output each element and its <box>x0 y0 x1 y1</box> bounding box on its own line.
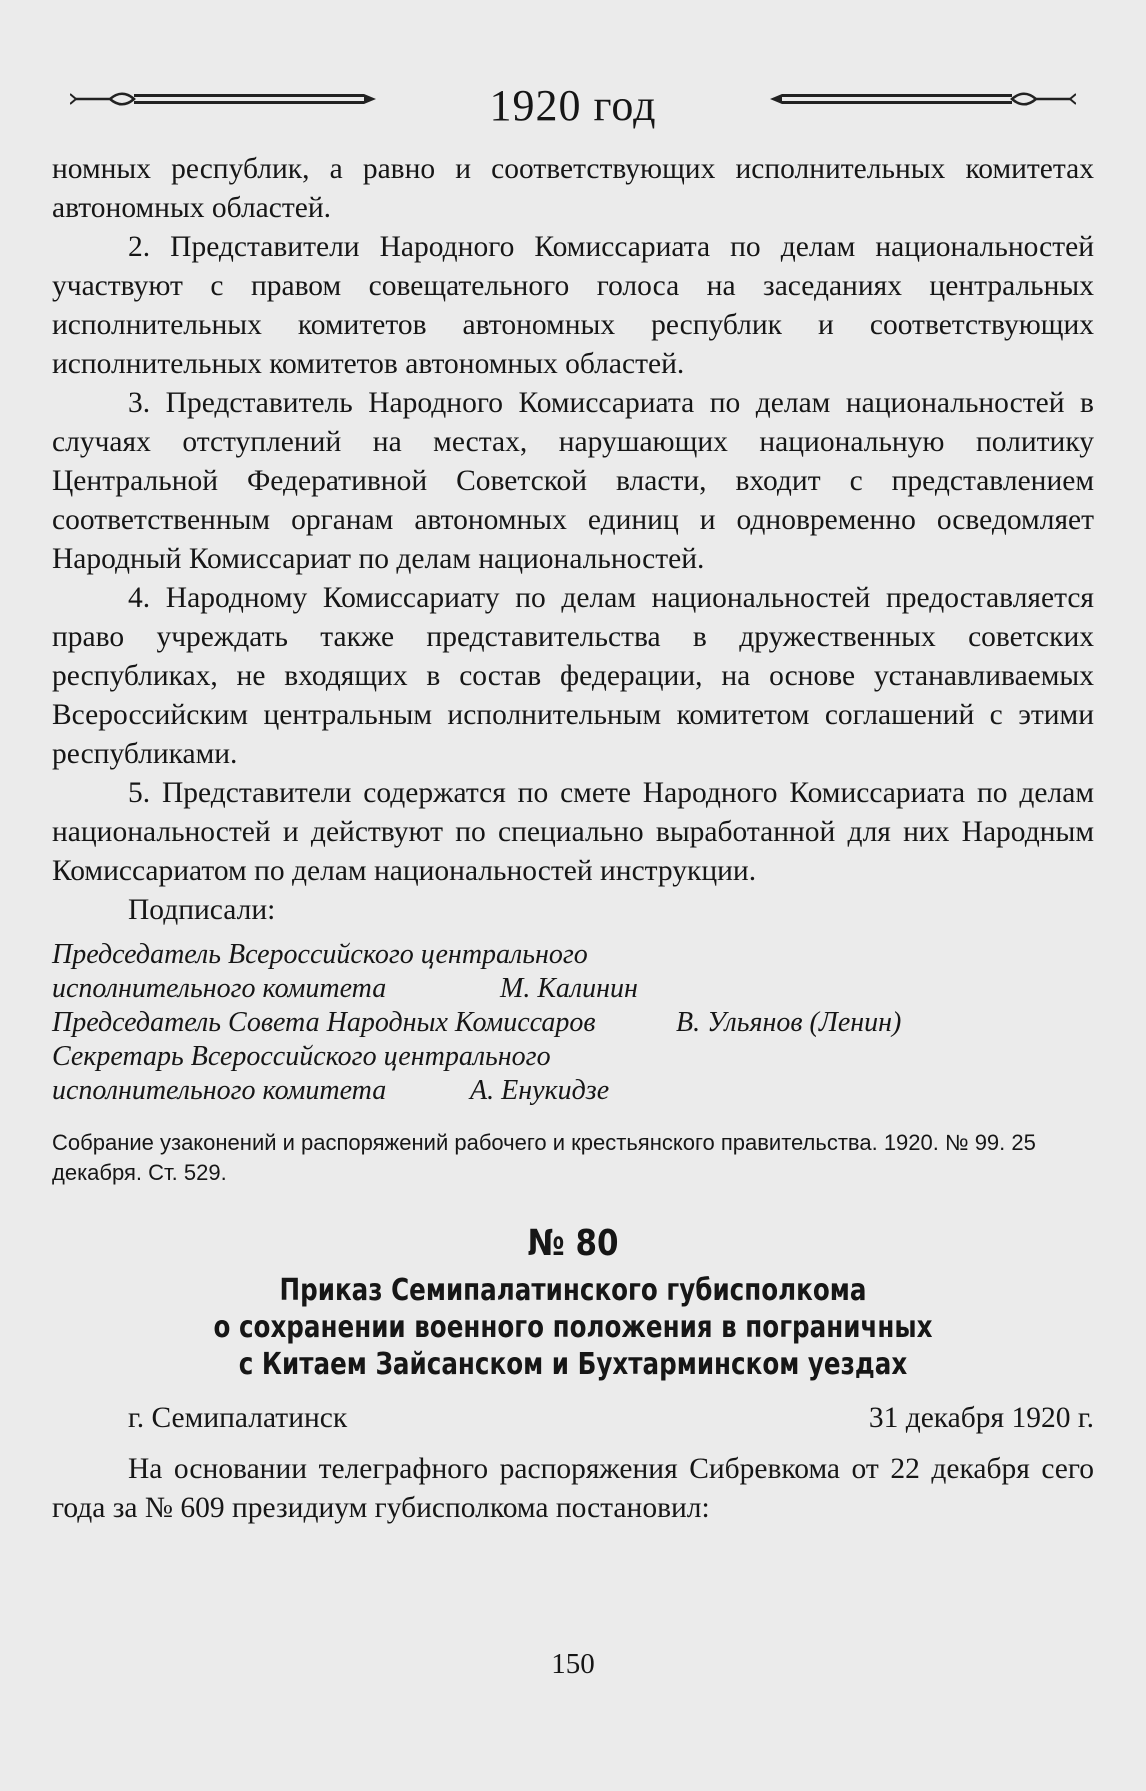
signature-title: Секретарь Всероссийского центрального <box>52 1041 551 1072</box>
place-date-line <box>52 1399 1094 1438</box>
signature-name: А. Енукидзе <box>470 1075 610 1106</box>
paragraph-5: 5. Представители содержатся по смете Народного Комиссариата по делам национальностей и действуют по специально выработанной для них Народным Комиссариатом по делам национальностей инструкции. <box>52 777 1094 887</box>
paragraph-continuation: номных республик, а равно и соответствующих исполнительных комитетах автономных областей. <box>52 153 1094 224</box>
signature-name: В. Ульянов (Ленин) <box>676 1007 902 1038</box>
document-title-line: Приказ Семипалатинского губисполкома <box>279 1273 867 1308</box>
signature-title: исполнительного комитета <box>52 973 387 1004</box>
signed-label: Подписали: <box>128 894 276 926</box>
signature-title: Председатель Совета Народных Комиссаров <box>52 1007 596 1038</box>
signatures-block <box>52 938 1094 1108</box>
paragraph-4: 4. Народному Комиссариату по делам национальностей предоставляется право учреждать также представительства в дружественных советских республиках, не входящих в состав федерации, на основе устанавливаемых Всероссийским центральным исполнительным комитетом соглашений с этими республиками. <box>52 582 1094 770</box>
document-number: № 80 <box>527 1223 619 1264</box>
signature-title: исполнительного комитета <box>52 1075 387 1106</box>
document-date: 31 декабря 1920 г. <box>868 1402 1094 1434</box>
paragraph-3: 3. Представитель Народного Комиссариата по делам национальностей в случаях отступлений на местах, нарушающих национальную политику Центральной Федеративной Советской власти, входит с представлением соответственным органам автономных единиц и одновременно осведомляет Народный Комиссариат по делам национальностей. <box>52 387 1094 575</box>
page-header <box>60 76 1086 136</box>
page-number: 150 <box>551 1648 595 1680</box>
signature-title: Председатель Всероссийского центрального <box>52 939 588 970</box>
document-title-line: с Китаем Зайсанском и Бухтарминском уездах <box>238 1347 908 1382</box>
paragraph-2: 2. Представители Народного Комиссариата по делам национальностей участвуют с правом совещательного голоса на заседаниях центральных исполнительных комитетов автономных республик и соответствующих исполнительных комитетов автономных областей. <box>52 231 1094 380</box>
main-text <box>52 150 1094 1528</box>
signature-row <box>52 972 1094 1006</box>
document-title-line: о сохранении военного положения в пограничных <box>213 1310 933 1345</box>
document-place: г. Семипалатинск <box>128 1402 348 1434</box>
signature-row <box>52 938 1094 972</box>
intro-paragraph: На основании телеграфного распоряжения Сибревкома от 22 декабря сего года за № 609 президиум губисполкома постановил: <box>52 1453 1094 1524</box>
signature-row <box>52 1040 1094 1074</box>
year-title: 1920 год <box>489 81 657 130</box>
document-title <box>52 1272 1094 1383</box>
right-ornament-icon <box>766 88 1076 110</box>
source-citation: Собрание узаконений и распоряжений рабочего и крестьянского правительства. 1920. № 99. 25 декабря. Ст. 529. <box>52 1130 1036 1185</box>
signature-row <box>52 1074 1094 1108</box>
signature-name: М. Калинин <box>500 973 638 1004</box>
signature-row <box>52 1006 1094 1040</box>
